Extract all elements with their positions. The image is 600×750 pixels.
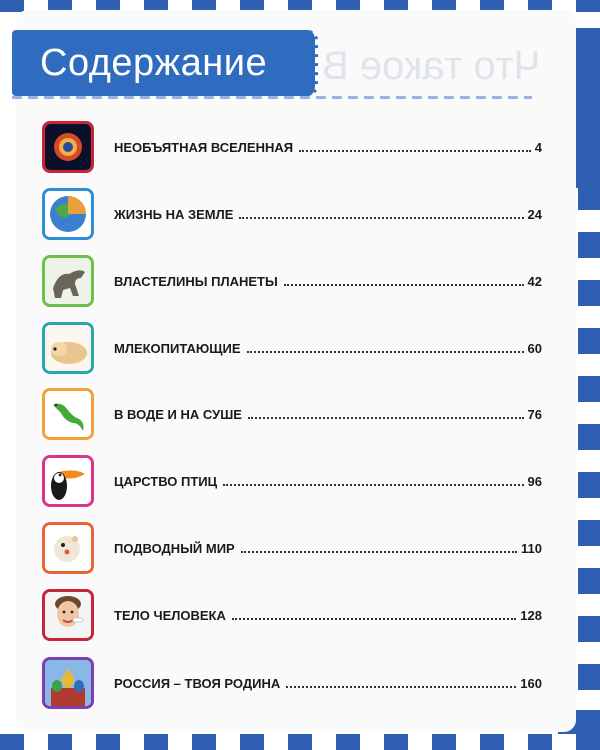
toucan-icon	[42, 455, 94, 507]
toc-entry[interactable]	[42, 520, 542, 576]
toc-entry-title: ВЛАСТЕЛИНЫ ПЛАНЕТЫ	[114, 273, 278, 289]
toc-entry[interactable]	[42, 655, 542, 711]
toc-entry-page: 128	[520, 607, 542, 623]
earth-icon	[42, 188, 94, 240]
dot-leader	[286, 685, 516, 688]
toc-entry[interactable]	[42, 253, 542, 309]
toc-entry-page: 4	[534, 139, 542, 155]
show-through-text: Что такое В	[322, 44, 541, 88]
st-basils-icon	[42, 657, 94, 709]
toc-entry[interactable]	[42, 587, 542, 643]
page-title: Содержание	[40, 41, 268, 84]
toc-entry-page: 96	[527, 473, 542, 489]
nebula-icon	[42, 121, 94, 173]
dot-leader	[241, 550, 517, 553]
dot-leader	[223, 483, 523, 486]
toc-entry[interactable]	[42, 186, 542, 242]
boy-icon	[42, 589, 94, 641]
dot-leader	[284, 283, 524, 286]
toc-entry-title: ЖИЗНЬ НА ЗЕМЛЕ	[114, 206, 234, 222]
dot-leader	[299, 149, 531, 152]
toc-entry-title: В ВОДЕ И НА СУШЕ	[114, 406, 242, 422]
toc-entry-page: 60	[527, 340, 542, 356]
dot-leader	[247, 350, 524, 353]
toc-entry-title: РОССИЯ – ТВОЯ РОДИНА	[114, 675, 281, 691]
dot-leader	[239, 216, 523, 219]
toc-entry-title: ПОДВОДНЫЙ МИР	[114, 540, 235, 556]
dot-leader	[232, 617, 516, 620]
toc-entry-page: 24	[527, 206, 542, 222]
toc-entry[interactable]	[42, 453, 542, 509]
toc-entry-title: ЦАРСТВО ПТИЦ	[114, 473, 218, 489]
toc-entry-title: ТЕЛО ЧЕЛОВЕКА	[114, 607, 226, 623]
toc-entry[interactable]	[42, 119, 542, 175]
toc-entry-title: МЛЕКОПИТАЮЩИЕ	[114, 340, 241, 356]
toc-entry[interactable]	[42, 320, 542, 376]
pufferfish-icon	[42, 522, 94, 574]
lizard-icon	[42, 388, 94, 440]
dot-leader	[248, 416, 524, 419]
dog-icon	[42, 322, 94, 374]
toc-entry-page: 160	[520, 675, 542, 691]
toc-entry-page: 42	[527, 273, 542, 289]
toc-entry-page: 76	[527, 406, 542, 422]
toc-entry-page: 110	[521, 540, 542, 556]
toc-entry[interactable]	[42, 386, 542, 442]
toc-entry-title: НЕОБЪЯТНАЯ ВСЕЛЕННАЯ	[114, 139, 294, 155]
dinosaur-icon	[42, 255, 94, 307]
